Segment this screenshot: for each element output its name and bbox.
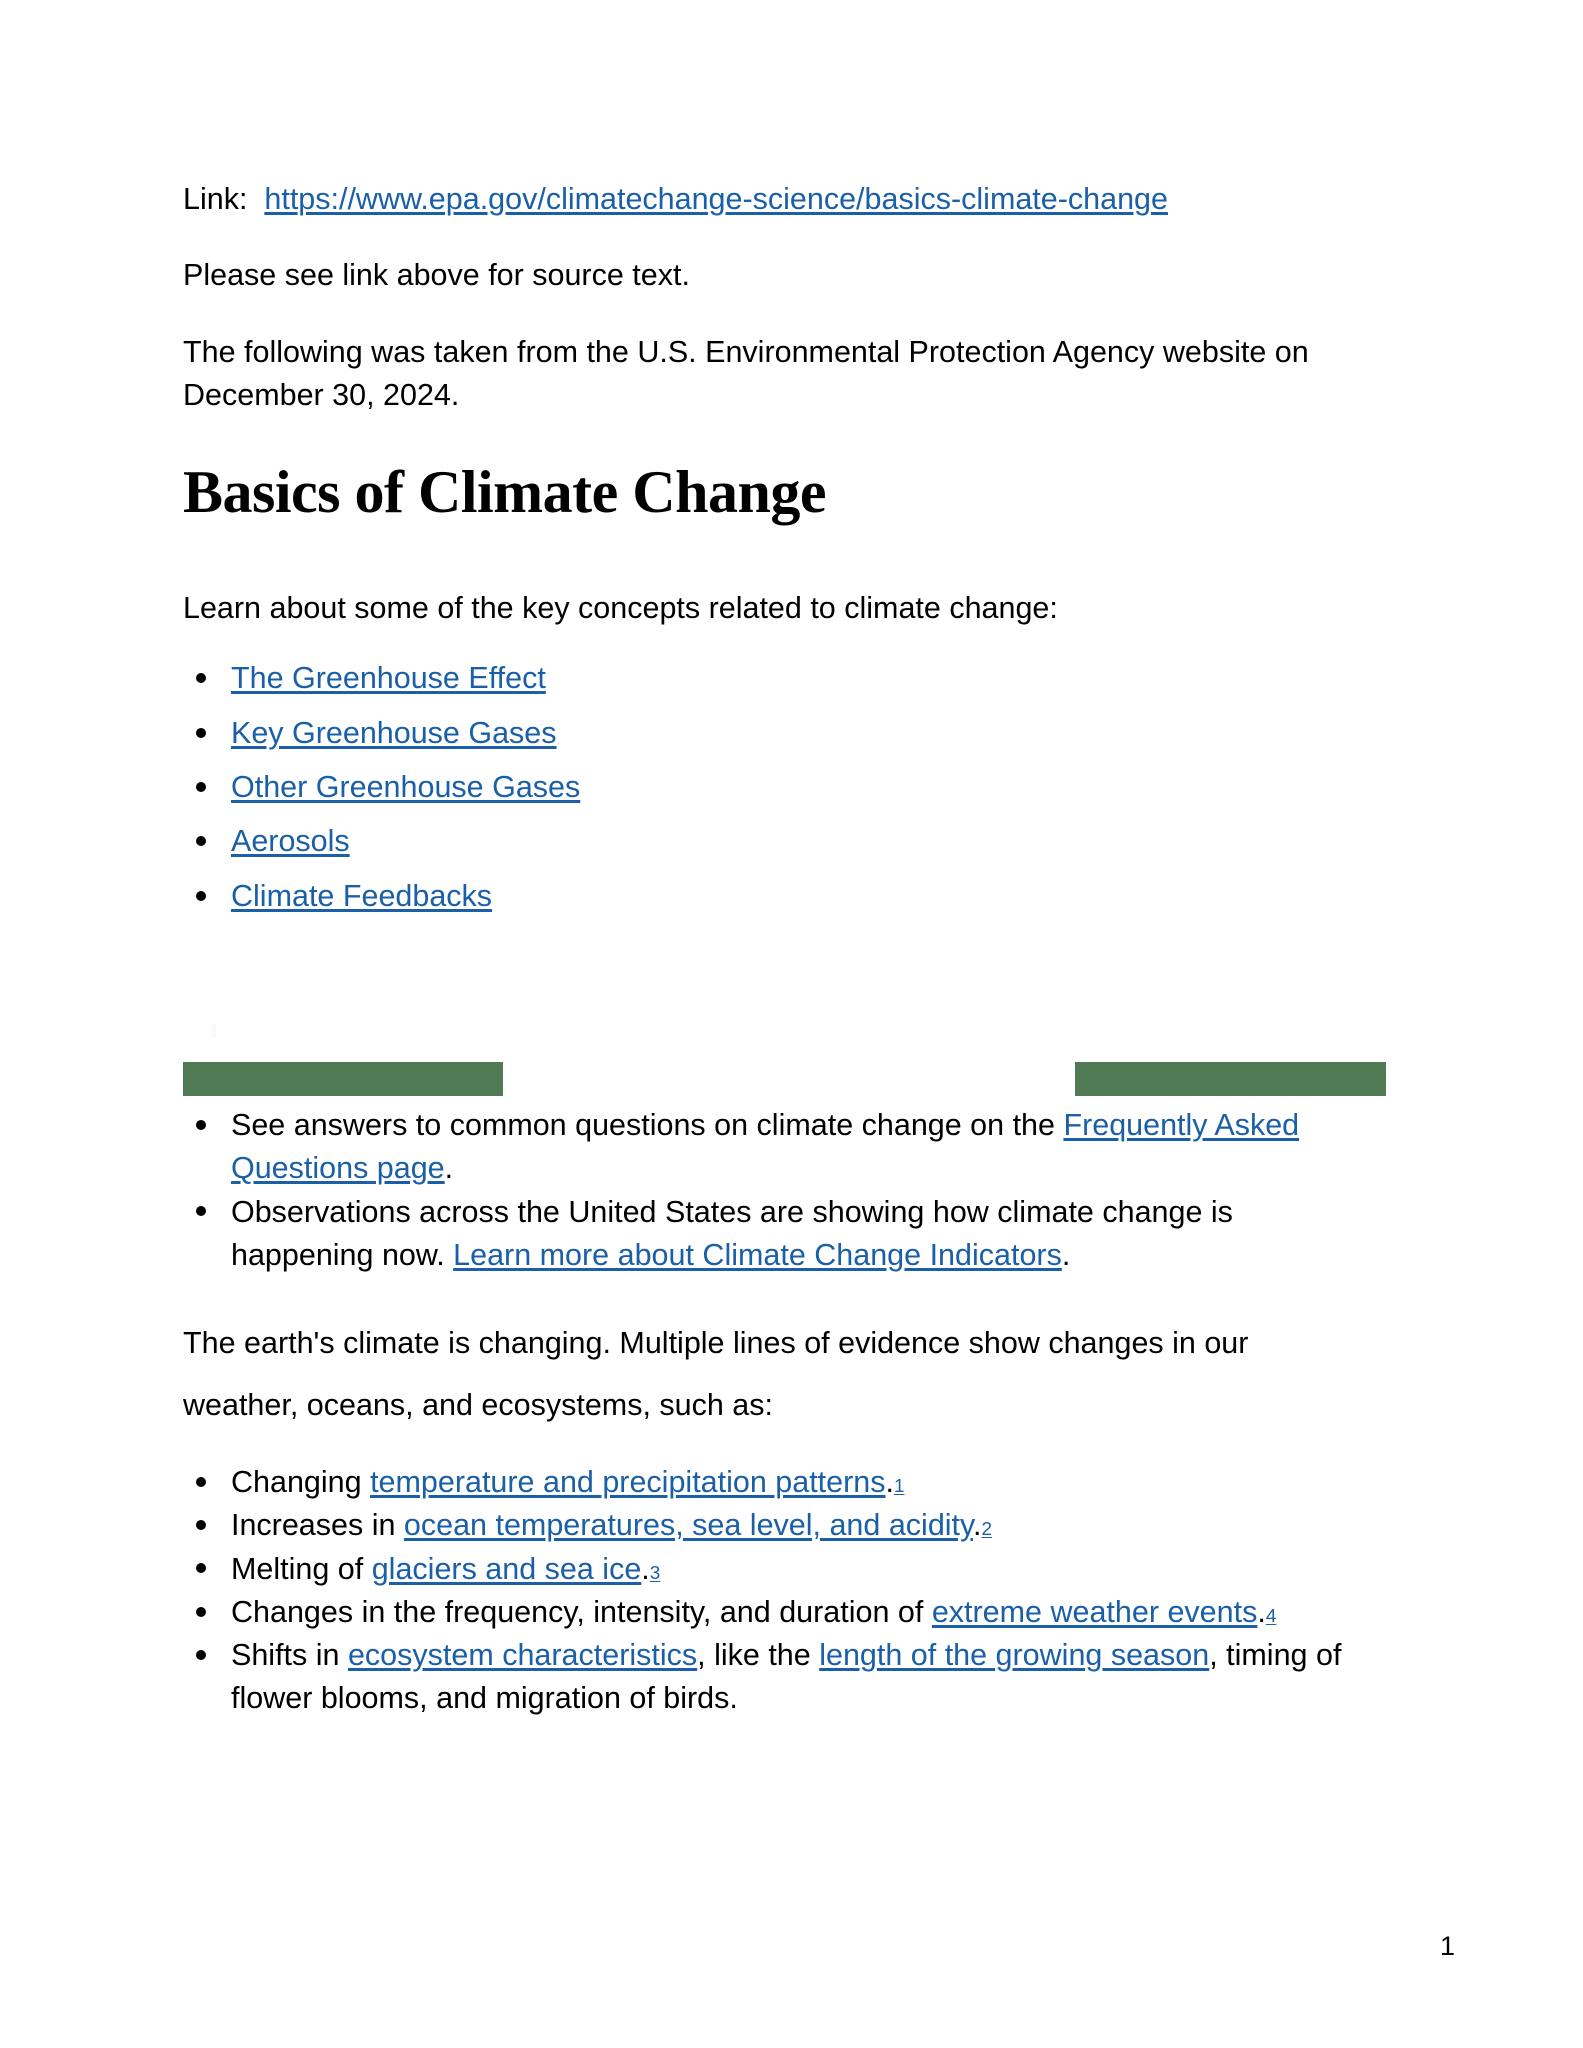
list-item — [183, 1504, 1373, 1547]
evidence-lead-3: Melting of — [231, 1551, 372, 1586]
length-of-growing-season-link[interactable]: length of the growing season — [819, 1638, 1210, 1673]
callout-bullet-list — [183, 1104, 1373, 1277]
bullet-dot-icon — [196, 1650, 206, 1660]
bullet-dot-icon — [196, 1206, 206, 1216]
bullet-dot-icon — [196, 1607, 206, 1617]
bullet-dot-icon — [196, 673, 206, 683]
evidence-mid-4: . — [1257, 1594, 1266, 1629]
source-link-line — [183, 178, 1383, 221]
list-item — [183, 766, 1383, 809]
callout-lead-2: Observations across the United States are showing how climate change is happening now. — [231, 1194, 1233, 1272]
evidence-mid-2: . — [973, 1508, 982, 1543]
callout-lead-1: See answers to common questions on climate change on the — [231, 1107, 1064, 1142]
reference-link-1[interactable]: 1 — [893, 1475, 905, 1497]
concept-link-other-greenhouse-gases[interactable]: Other Greenhouse Gases — [231, 770, 581, 805]
ecosystem-characteristics-link[interactable]: ecosystem characteristics — [347, 1638, 698, 1673]
list-item — [183, 820, 1383, 863]
bullet-dot-icon — [196, 891, 206, 901]
green-highlight-bar-right — [1075, 1062, 1386, 1096]
reference-link-2[interactable]: 2 — [981, 1519, 993, 1541]
bullet-dot-icon — [196, 782, 206, 792]
concept-link-greenhouse-effect[interactable]: The Greenhouse Effect — [231, 661, 546, 696]
concept-link-list — [183, 657, 1383, 917]
evidence-lead-5: Shifts in — [231, 1638, 348, 1673]
document-content — [183, 178, 1383, 1721]
list-item — [183, 1591, 1373, 1634]
evidence-mid-3: . — [641, 1551, 650, 1586]
bullet-dot-icon — [196, 1563, 206, 1573]
list-item — [183, 1461, 1373, 1504]
green-highlight-bar-left — [183, 1062, 503, 1096]
evidence-mid-5: , like the — [697, 1638, 820, 1673]
link-label: Link: — [183, 182, 248, 216]
bullet-dot-icon — [196, 1477, 206, 1487]
list-item — [183, 657, 1383, 700]
evidence-lead-2: Increases in — [231, 1508, 404, 1543]
callout-trail-2: . — [1061, 1237, 1071, 1272]
evidence-trail-5: , timing of flower blooms, and migration of birds. — [231, 1638, 1342, 1716]
list-item — [183, 1104, 1373, 1191]
evidence-lead-1: Changing — [231, 1464, 371, 1499]
title-spacer — [183, 525, 1383, 587]
glaciers-sea-ice-link[interactable]: glaciers and sea ice — [371, 1551, 642, 1586]
ocean-temperatures-sea-level-acidity-link[interactable]: ocean temperatures, sea level, and acidity — [403, 1508, 974, 1543]
source-note-paragraph: Please see link above for source text. — [183, 258, 690, 293]
page-title: Basics of Climate Change — [183, 459, 826, 526]
capture-note-paragraph: The following was taken from the U.S. Environmental Protection Agency website on December 30, 2024. — [183, 334, 1309, 412]
page-number: 1 — [1439, 1931, 1455, 1961]
bullet-dot-icon — [196, 1520, 206, 1530]
list-item — [183, 1548, 1373, 1591]
evidence-bullet-list — [183, 1461, 1373, 1721]
extreme-weather-events-link[interactable]: extreme weather events — [931, 1594, 1258, 1629]
evidence-paragraph: The earth's climate is changing. Multiple lines of evidence show changes in our weather, oceans, and ecosystems, such as: — [183, 1326, 1249, 1423]
concept-link-climate-feedbacks[interactable]: Climate Feedbacks — [231, 878, 493, 913]
list-item — [183, 712, 1383, 755]
concept-link-key-greenhouse-gases[interactable]: Key Greenhouse Gases — [231, 715, 557, 750]
climate-change-indicators-link[interactable]: Learn more about Climate Change Indicators — [453, 1237, 1062, 1272]
callout-trail-1: . — [444, 1151, 454, 1186]
source-url-link[interactable]: https://www.epa.gov/climatechange-science/basics-climate-change — [264, 182, 1168, 216]
list-item — [183, 1634, 1373, 1721]
callout-spacer — [183, 1277, 1383, 1313]
reference-link-4[interactable]: 4 — [1265, 1605, 1277, 1627]
bullet-dot-icon — [196, 728, 206, 738]
list-item — [183, 1191, 1373, 1278]
faq-page-link[interactable]: Frequently Asked Questions page — [231, 1107, 1300, 1186]
evidence-mid-1: . — [885, 1464, 894, 1499]
list-item — [183, 875, 1383, 918]
intro-paragraph: Learn about some of the key concepts related to climate change: — [183, 591, 1058, 626]
evidence-lead-4: Changes in the frequency, intensity, and duration of — [231, 1594, 932, 1629]
faint-artifact-mark — [211, 1024, 216, 1038]
reference-link-3[interactable]: 3 — [649, 1562, 661, 1584]
bullet-dot-icon — [196, 1120, 206, 1130]
bullet-dot-icon — [196, 836, 206, 846]
concept-link-aerosols[interactable]: Aerosols — [231, 824, 350, 859]
temperature-precipitation-patterns-link[interactable]: temperature and precipitation patterns — [370, 1464, 886, 1499]
